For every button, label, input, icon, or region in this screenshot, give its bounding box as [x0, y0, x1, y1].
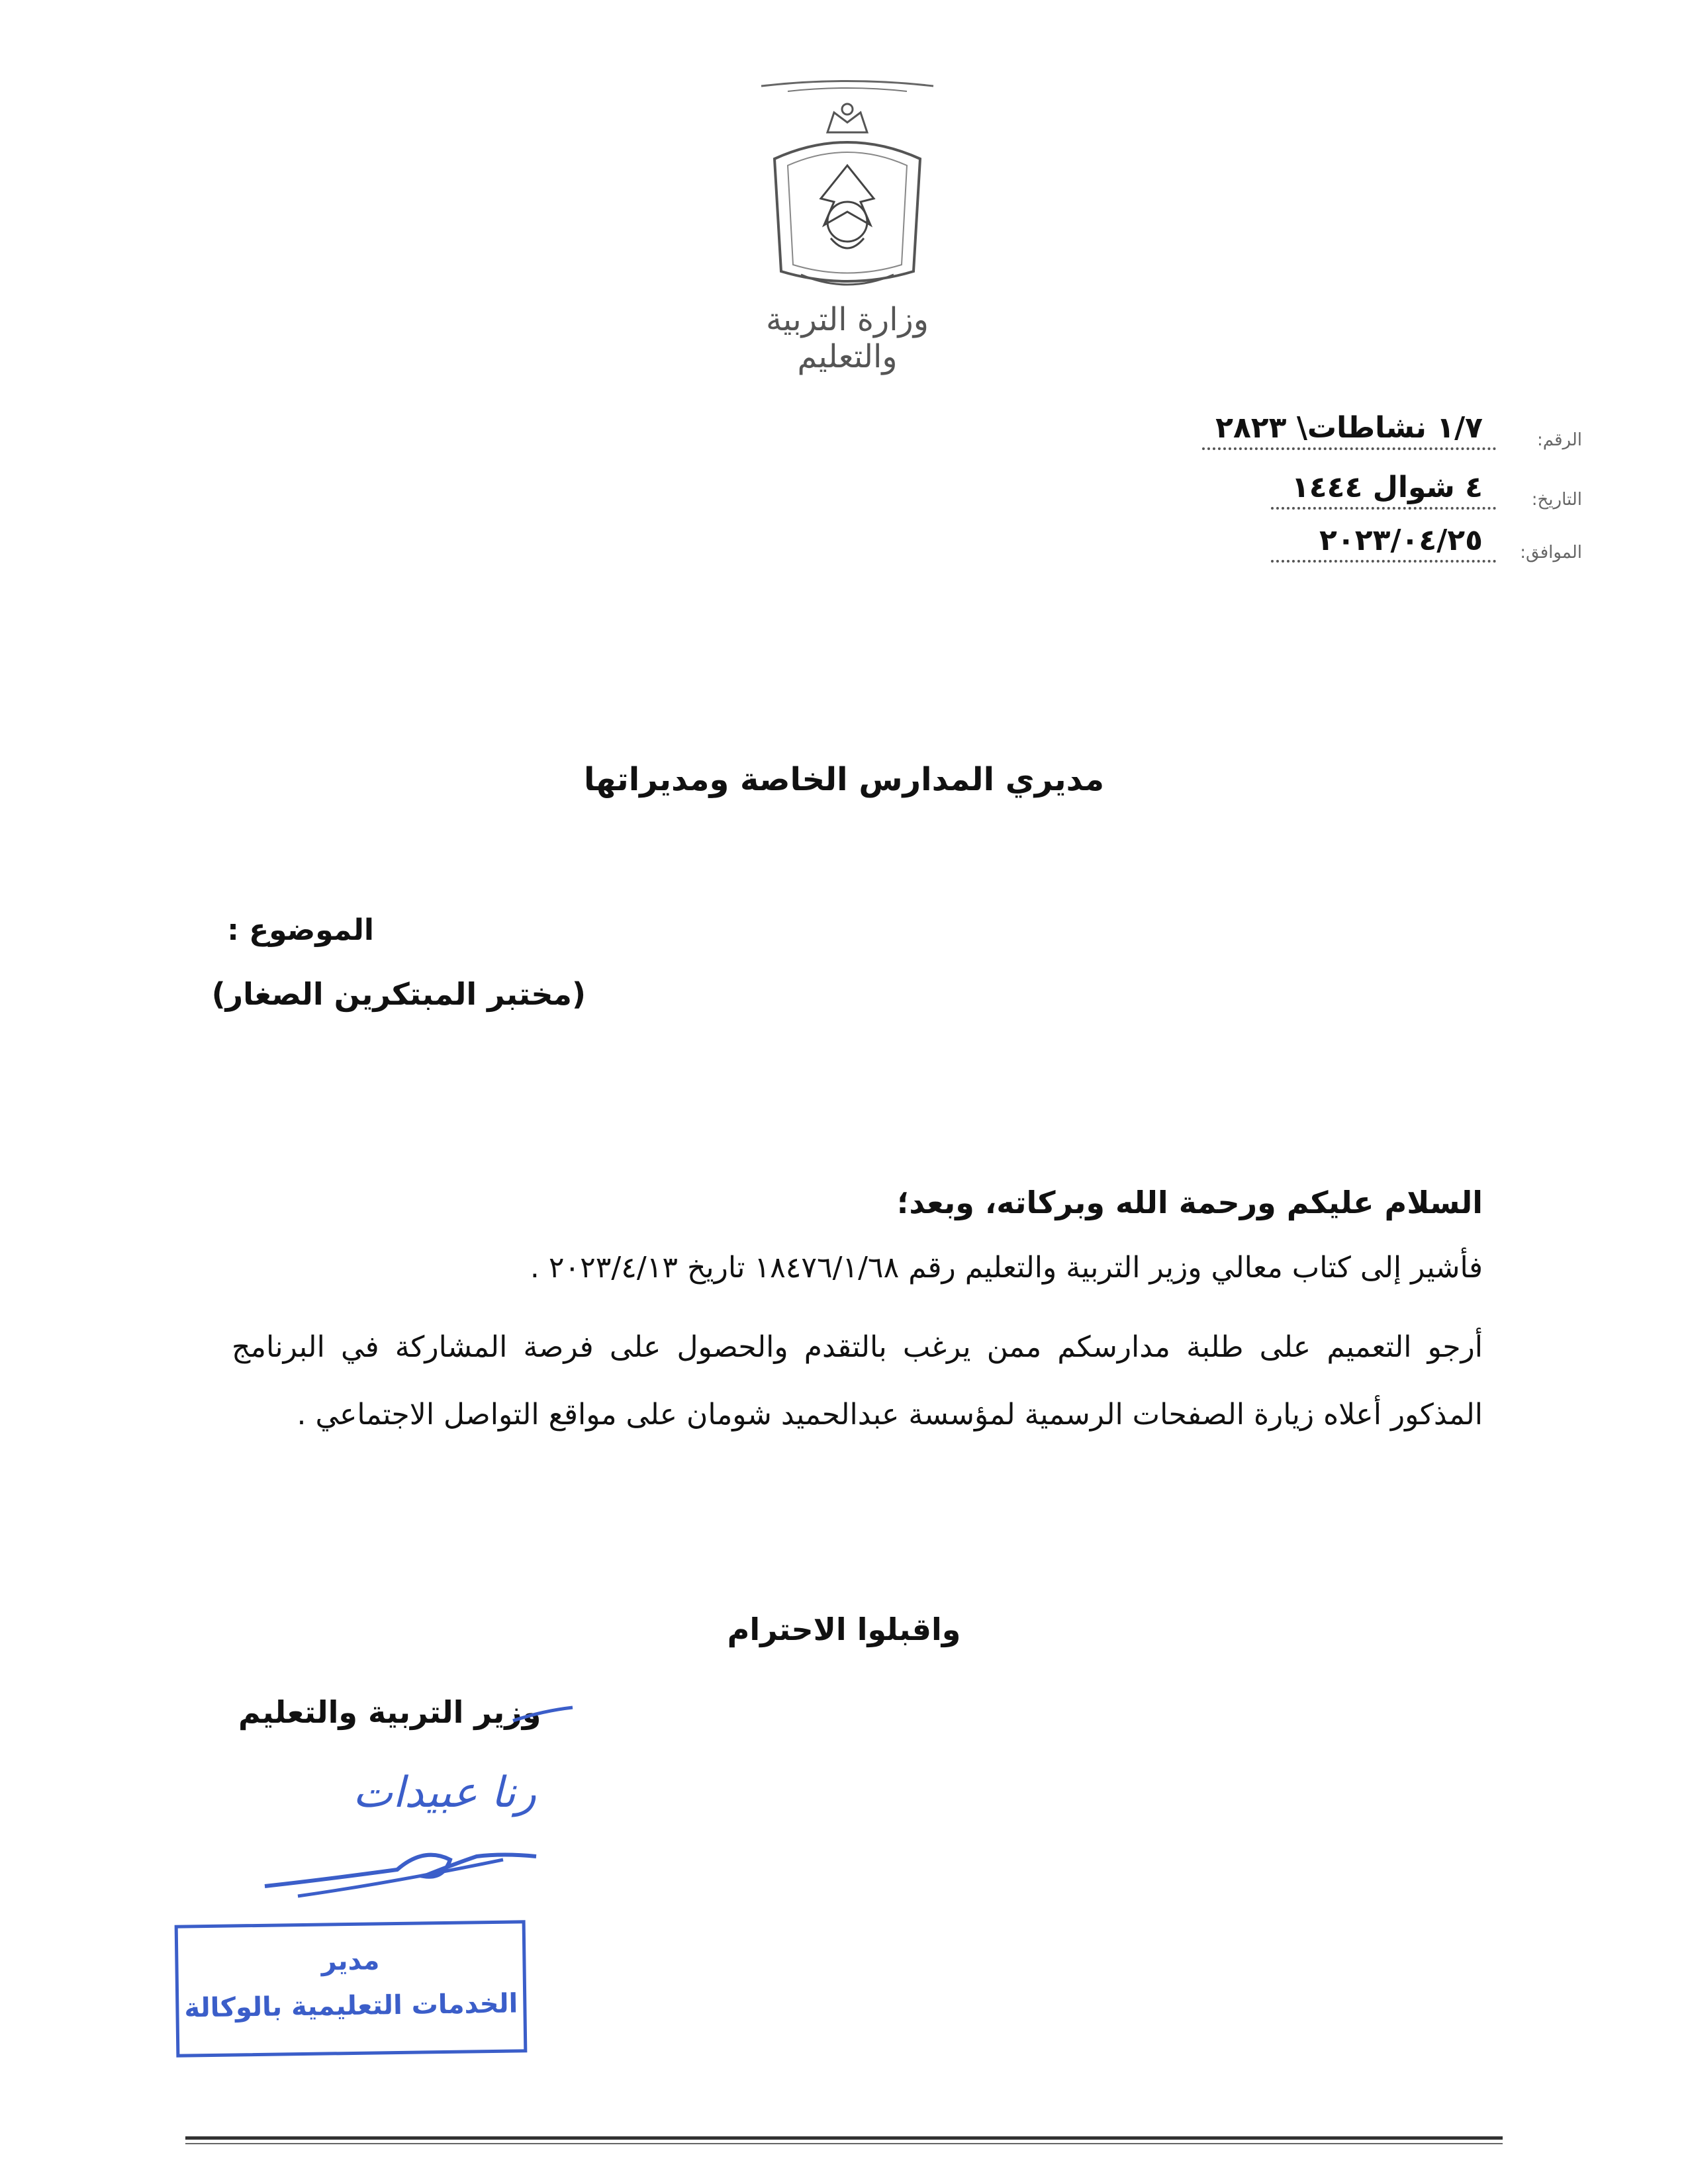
- reference-date-value: ٤ شوال ١٤٤٤: [1271, 471, 1496, 510]
- handwritten-signature-icon: [225, 1747, 569, 1919]
- subject-value: (مختبر المبتكرين الصغار): [211, 976, 586, 1012]
- signature-dash-icon: [510, 1701, 576, 1727]
- ministry-name: وزارة التربية والتعليم: [766, 301, 929, 375]
- reference-number-row: [1202, 404, 1582, 450]
- reference-number-label: الرقم:: [1537, 430, 1582, 450]
- closing: واقبلوا الاحترام: [727, 1612, 961, 1647]
- signature-name: رنا عبيدات: [353, 1768, 536, 1817]
- body-paragraph-1: فأشير إلى كتاب معالي وزير التربية والتعليم رقم ١٨٤٧٦/١/٦٨ تاريخ ٢٠٢٣/٤/١٣ .: [530, 1251, 1483, 1285]
- greeting: السلام عليكم ورحمة الله وبركاته، وبعد؛: [897, 1185, 1483, 1220]
- stamp-title: مدير: [321, 1945, 380, 1977]
- signatory-title: وزير التربية والتعليم: [238, 1694, 541, 1730]
- reference-date-row: [1271, 463, 1582, 510]
- subject-label: الموضوع :: [227, 913, 374, 947]
- jordan-coat-of-arms-icon: [748, 73, 947, 298]
- body-paragraph-2: أرجو التعميم على طلبة مدارسكم ممن يرغب بالتقدم والحصول على فرصة المشاركة في البرنامج المذكور أعلاه زيارة الصفحات الرسمية لمؤسسة عبدالحميد شومان على مواقع التواصل الاجتماعي .: [232, 1330, 1483, 1432]
- recipient: مديري المدارس الخاصة ومديراتها: [583, 761, 1105, 798]
- official-stamp: [175, 1920, 528, 2057]
- reference-date-label: التاريخ:: [1531, 490, 1582, 510]
- reference-equiv-row: [1271, 516, 1582, 563]
- footer-divider: [185, 2136, 1503, 2140]
- reference-number-value: ١/٧ نشاطات\ ٢٨٢٣: [1202, 411, 1496, 450]
- stamp-subtitle: الخدمات التعليمية بالوكالة: [184, 1988, 518, 2024]
- footer-divider-thin: [185, 2143, 1503, 2144]
- reference-equiv-label: الموافق:: [1520, 543, 1582, 563]
- reference-equiv-value: ٢٠٢٣/٠٤/٢٥: [1271, 523, 1496, 563]
